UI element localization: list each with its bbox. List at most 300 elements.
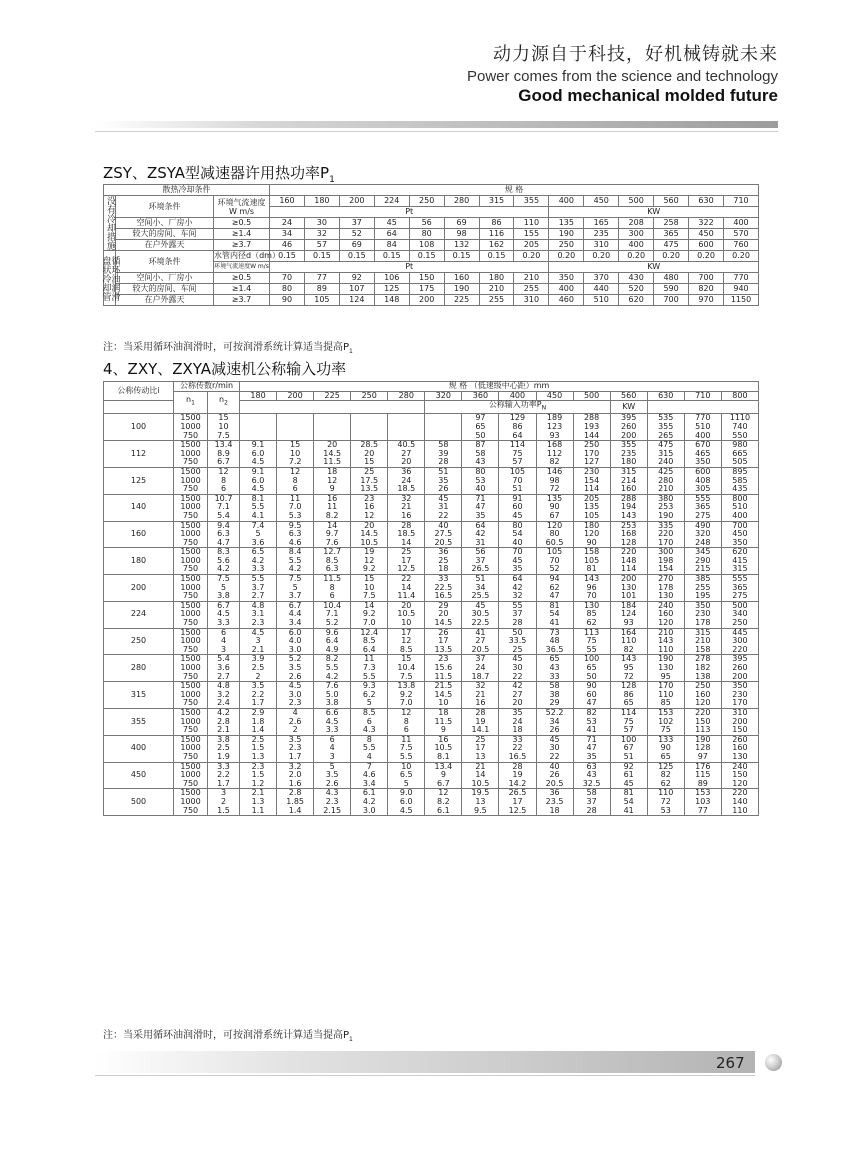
value-cell: 520: [619, 284, 654, 295]
value-cell: 350: [549, 273, 584, 284]
value-cell: 315: [647, 450, 684, 459]
value-cell: 132: [444, 240, 479, 251]
value-cell: 235: [584, 229, 619, 240]
input-power-table: [103, 381, 759, 816]
value-cell: 8: [314, 584, 351, 593]
ratio-cell: 500: [104, 789, 174, 816]
value-cell: 36: [536, 789, 573, 798]
value-cell: 125: [647, 762, 684, 771]
header-row-1: [104, 382, 759, 392]
value-cell: 8.5: [351, 637, 388, 646]
n2-cell: 10.7: [208, 494, 240, 503]
value-cell: 20: [314, 441, 351, 450]
value-cell: 77: [304, 273, 339, 284]
value-cell: 9.2: [351, 610, 388, 619]
value-cell: 3.2: [277, 762, 314, 771]
value-cell: 114: [610, 708, 647, 717]
n1-cell: 1000: [174, 691, 208, 700]
value-cell: 13.5: [425, 646, 462, 655]
value-cell: 193: [573, 423, 610, 432]
value-cell: 29: [536, 699, 573, 708]
value-cell: 26: [425, 485, 462, 494]
n2-cell: 5.4: [208, 512, 240, 521]
value-cell: 3.9: [240, 655, 277, 664]
value-cell: 16: [351, 503, 388, 512]
value-cell: 110: [514, 218, 549, 229]
size-cell: 355: [514, 196, 549, 207]
value-cell: 25: [351, 467, 388, 476]
section2-note: 注：当采用循环油润滑时，可按润滑系统计算适当提高$P_1$: [103, 1030, 353, 1043]
n2-cell: 3.8: [208, 735, 240, 744]
value-cell: 205: [573, 494, 610, 503]
value-cell: 200: [721, 673, 758, 682]
value-cell: 590: [654, 284, 689, 295]
value-cell: 95: [610, 664, 647, 673]
value-cell: 89: [304, 284, 339, 295]
value-cell: 61: [610, 771, 647, 780]
size-cell: 320: [425, 391, 462, 401]
value-cell: 176: [684, 762, 721, 771]
value-cell: 4.0: [277, 637, 314, 646]
value-cell: 240: [721, 762, 758, 771]
value-cell: 5: [351, 699, 388, 708]
value-cell: 23: [425, 655, 462, 664]
value-cell: 400: [684, 432, 721, 441]
value-cell: 10.5: [388, 610, 425, 619]
value-cell: 86: [499, 423, 536, 432]
value-cell: 2.1: [240, 789, 277, 798]
size-cell: 280: [388, 391, 425, 401]
value-cell: 32: [462, 682, 499, 691]
value-cell: 12.7: [314, 548, 351, 557]
value-cell: 230: [721, 691, 758, 700]
value-cell: 210: [514, 273, 549, 284]
value-cell: 45: [499, 655, 536, 664]
value-cell: 278: [684, 655, 721, 664]
value-cell: 42: [462, 530, 499, 539]
n2-cell: 10: [208, 423, 240, 432]
value-cell: 6.3: [277, 530, 314, 539]
value-cell: 170: [721, 699, 758, 708]
value-cell: 6.7: [425, 780, 462, 789]
value-cell: 120: [536, 521, 573, 530]
value-cell: 12.5: [499, 807, 536, 816]
value-cell: 15.6: [425, 664, 462, 673]
value-cell: 19: [351, 548, 388, 557]
value-cell: 6.6: [314, 708, 351, 717]
value-cell: 16.5: [425, 592, 462, 601]
value-cell: 3.7: [240, 584, 277, 593]
value-cell: 15: [351, 575, 388, 584]
n1-cell: 1500: [174, 682, 208, 691]
value-cell: 430: [619, 273, 654, 284]
power-label: [425, 401, 610, 414]
value-cell: 70: [499, 477, 536, 486]
pt-label: Pt: [270, 262, 549, 273]
value-cell: 12.4: [351, 628, 388, 637]
no-cool-header-row: [104, 196, 759, 207]
value-cell: [388, 423, 425, 432]
value-cell: 280: [647, 477, 684, 486]
value-cell: 56: [409, 218, 444, 229]
value-cell: 265: [647, 432, 684, 441]
value-cell: 48: [536, 637, 573, 646]
value-cell: 3.8: [314, 699, 351, 708]
value-cell: 14.5: [425, 619, 462, 628]
speed-label: 公称传数r/min: [174, 382, 240, 392]
value-cell: 20: [351, 521, 388, 530]
value-cell: 600: [684, 467, 721, 476]
n1-cell: 750: [174, 592, 208, 601]
data-row: [104, 619, 759, 628]
value-cell: 700: [721, 521, 758, 530]
value-cell: 4.1: [240, 512, 277, 521]
n2-cell: 6: [208, 485, 240, 494]
value-cell: 70: [270, 273, 305, 284]
value-cell: 128: [610, 539, 647, 548]
pipe-value: 0.20: [689, 251, 724, 262]
value-cell: 365: [654, 229, 689, 240]
value-cell: 4: [351, 753, 388, 762]
size-cell: 250: [409, 196, 444, 207]
value-cell: 10.4: [314, 601, 351, 610]
value-cell: 14.5: [351, 530, 388, 539]
value-cell: 16.5: [499, 753, 536, 762]
value-cell: 1.3: [240, 753, 277, 762]
value-cell: 40: [425, 521, 462, 530]
value-cell: 100: [610, 735, 647, 744]
pipe-value: 0.15: [374, 251, 409, 262]
value-cell: 255: [684, 584, 721, 593]
value-cell: 260: [610, 423, 647, 432]
decorative-ball-icon: [765, 1054, 782, 1071]
value-cell: 345: [684, 548, 721, 557]
value-cell: 90: [573, 539, 610, 548]
n1-cell: 1500: [174, 655, 208, 664]
value-cell: 190: [549, 229, 584, 240]
value-cell: 52.2: [536, 708, 573, 717]
size-cell: 360: [462, 391, 499, 401]
value-cell: 36: [388, 467, 425, 476]
value-cell: 81: [536, 601, 573, 610]
value-cell: 6.0: [240, 477, 277, 486]
value-cell: 36: [425, 548, 462, 557]
value-cell: 30: [304, 218, 339, 229]
value-cell: 45: [536, 735, 573, 744]
n1-cell: 1500: [174, 762, 208, 771]
value-cell: 11: [277, 494, 314, 503]
value-cell: 115: [684, 771, 721, 780]
value-cell: 40: [499, 539, 536, 548]
value-cell: [314, 414, 351, 423]
value-cell: 9.3: [351, 682, 388, 691]
value-cell: 90: [573, 682, 610, 691]
value-cell: 150: [721, 726, 758, 735]
value-cell: 300: [721, 637, 758, 646]
thermal-power-table: [100, 184, 759, 306]
value-cell: 25.5: [462, 592, 499, 601]
value-cell: 58: [573, 789, 610, 798]
value-cell: 2.2: [240, 691, 277, 700]
size-cell: 200: [277, 391, 314, 401]
value-cell: 62: [647, 780, 684, 789]
value-cell: 80: [462, 467, 499, 476]
value-cell: 45: [499, 557, 536, 566]
value-cell: 112: [536, 450, 573, 459]
data-row: [104, 512, 759, 521]
size-cell: 180: [240, 391, 277, 401]
value-cell: 110: [647, 789, 684, 798]
value-cell: 27.5: [425, 530, 462, 539]
n1-cell: 1000: [174, 423, 208, 432]
ratio-cell: 112: [104, 441, 174, 468]
value-cell: 35: [499, 708, 536, 717]
value-cell: 310: [584, 240, 619, 251]
value-cell: 107: [339, 284, 374, 295]
value-cell: 158: [684, 646, 721, 655]
value-cell: 55: [573, 646, 610, 655]
value-cell: 150: [409, 273, 444, 284]
value-cell: 365: [684, 503, 721, 512]
n2-cell: 6.3: [208, 530, 240, 539]
value-cell: 124: [610, 610, 647, 619]
value-cell: 194: [610, 503, 647, 512]
value-cell: 220: [684, 708, 721, 717]
value-cell: 21: [388, 503, 425, 512]
value-cell: 6.0: [388, 798, 425, 807]
value-cell: 85: [647, 699, 684, 708]
value-cell: 190: [647, 512, 684, 521]
value-cell: 255: [479, 295, 514, 306]
value-cell: 105: [573, 512, 610, 521]
value-cell: 270: [647, 575, 684, 584]
value-cell: 53: [573, 718, 610, 727]
value-cell: 120: [647, 619, 684, 628]
coil-label: 盘状冷却管: [100, 255, 111, 301]
value-cell: 20: [351, 450, 388, 459]
value-cell: [277, 423, 314, 432]
value-cell: 20.5: [425, 539, 462, 548]
n2-cell: 12: [208, 467, 240, 476]
power-sub: N: [541, 404, 547, 412]
n1-cell: 750: [174, 432, 208, 441]
value-cell: 120: [721, 780, 758, 789]
value-cell: 65: [462, 423, 499, 432]
value-cell: 16: [314, 494, 351, 503]
value-cell: 1.3: [240, 798, 277, 807]
value-cell: 315: [721, 565, 758, 574]
value-cell: 9.5: [277, 521, 314, 530]
air-speed: ≥0.5: [214, 273, 270, 284]
value-cell: 140: [721, 798, 758, 807]
value-cell: 740: [721, 423, 758, 432]
pipe-value: 0.15: [270, 251, 305, 262]
value-cell: 4.5: [240, 628, 277, 637]
env-condition-label: 环境条件: [116, 251, 214, 273]
pipe-row: [104, 251, 759, 262]
value-cell: 14: [388, 539, 425, 548]
pipe-value: 0.20: [724, 251, 759, 262]
value-cell: 86: [610, 691, 647, 700]
value-cell: 21: [462, 691, 499, 700]
value-cell: 400: [549, 284, 584, 295]
value-cell: 6: [314, 735, 351, 744]
value-cell: 130: [610, 584, 647, 593]
value-cell: 11.5: [314, 458, 351, 467]
value-cell: 64: [374, 229, 409, 240]
value-cell: 6.1: [351, 789, 388, 798]
value-cell: 300: [619, 229, 654, 240]
value-cell: 190: [444, 284, 479, 295]
value-cell: 475: [654, 240, 689, 251]
value-cell: 210: [479, 284, 514, 295]
value-cell: 240: [647, 458, 684, 467]
n1-cell: 750: [174, 780, 208, 789]
value-cell: 45: [610, 780, 647, 789]
value-cell: 102: [647, 718, 684, 727]
value-cell: 250: [721, 619, 758, 628]
value-cell: 164: [610, 628, 647, 637]
value-cell: 52: [339, 229, 374, 240]
value-cell: 43: [462, 458, 499, 467]
value-cell: 162: [479, 240, 514, 251]
n1-cell: 1000: [174, 718, 208, 727]
value-cell: 120: [573, 530, 610, 539]
n1-cell: 1500: [174, 628, 208, 637]
value-cell: 135: [549, 218, 584, 229]
value-cell: 47: [573, 699, 610, 708]
value-cell: 2.3: [277, 699, 314, 708]
n2-cell: 6.7: [208, 458, 240, 467]
value-cell: 8.5: [388, 646, 425, 655]
value-cell: 51: [610, 753, 647, 762]
value-cell: 13.5: [351, 485, 388, 494]
value-cell: 71: [462, 494, 499, 503]
value-cell: 2.3: [314, 798, 351, 807]
value-cell: 148: [610, 557, 647, 566]
size-cell: 224: [374, 196, 409, 207]
value-cell: 550: [721, 432, 758, 441]
value-cell: 7.5: [388, 744, 425, 753]
value-cell: 105: [499, 467, 536, 476]
value-cell: 28: [573, 807, 610, 816]
value-cell: 12: [351, 557, 388, 566]
n2-cell: 4.7: [208, 539, 240, 548]
value-cell: 130: [647, 592, 684, 601]
value-cell: 35: [499, 565, 536, 574]
value-cell: 80: [499, 521, 536, 530]
value-cell: 5: [277, 584, 314, 593]
n2-cell: 8.3: [208, 548, 240, 557]
ratio-cell: 180: [104, 548, 174, 575]
value-cell: 65: [536, 655, 573, 664]
pipe-value: 0.20: [654, 251, 689, 262]
value-cell: 6.4: [314, 637, 351, 646]
value-cell: 160: [684, 691, 721, 700]
value-cell: 25: [462, 735, 499, 744]
value-cell: 75: [647, 726, 684, 735]
value-cell: 14: [314, 521, 351, 530]
value-cell: 20.5: [462, 646, 499, 655]
ratio-cell: 100: [104, 414, 174, 441]
value-cell: 1150: [724, 295, 759, 306]
value-cell: 2.3: [240, 762, 277, 771]
value-cell: 80: [536, 530, 573, 539]
value-cell: 210: [647, 628, 684, 637]
size-cell: 450: [584, 196, 619, 207]
value-cell: 10.5: [351, 539, 388, 548]
value-cell: 5.2: [277, 655, 314, 664]
value-cell: 9: [425, 771, 462, 780]
size-cell: 400: [499, 391, 536, 401]
ratio-label: 公称传动比i: [104, 382, 174, 401]
value-cell: 53: [462, 477, 499, 486]
value-cell: 150: [721, 771, 758, 780]
cool-data-row: [104, 273, 759, 284]
value-cell: 170: [573, 450, 610, 459]
value-cell: 26: [536, 771, 573, 780]
value-cell: 4.5: [388, 807, 425, 816]
value-cell: 20: [388, 601, 425, 610]
kw-label: KW: [549, 207, 759, 218]
value-cell: 41: [536, 619, 573, 628]
value-cell: 98: [444, 229, 479, 240]
n1-cell: 750: [174, 753, 208, 762]
value-cell: 143: [610, 655, 647, 664]
page-header: [467, 40, 778, 106]
value-cell: 81: [573, 565, 610, 574]
value-cell: 143: [573, 575, 610, 584]
value-cell: 28.5: [351, 441, 388, 450]
value-cell: 80: [270, 284, 305, 295]
ratio-cell: 450: [104, 762, 174, 789]
env-condition: 空间小、厂房小: [116, 218, 214, 229]
value-cell: 1.1: [240, 807, 277, 816]
value-cell: 320: [684, 530, 721, 539]
size-cell: 710: [724, 196, 759, 207]
value-cell: 110: [647, 646, 684, 655]
value-cell: 143: [610, 512, 647, 521]
value-cell: 10.4: [388, 664, 425, 673]
value-cell: 8.5: [314, 557, 351, 566]
value-cell: 395: [721, 655, 758, 664]
value-cell: 10.5: [425, 744, 462, 753]
value-cell: 180: [479, 273, 514, 284]
value-cell: 315: [684, 628, 721, 637]
value-cell: 114: [499, 441, 536, 450]
value-cell: 475: [647, 441, 684, 450]
value-cell: 555: [721, 575, 758, 584]
n1-cell: 1500: [174, 521, 208, 530]
value-cell: 255: [514, 284, 549, 295]
value-cell: 4.5: [240, 485, 277, 494]
value-cell: 7.4: [240, 521, 277, 530]
value-cell: 1.6: [277, 780, 314, 789]
value-cell: 200: [610, 432, 647, 441]
value-cell: 11: [351, 655, 388, 664]
value-cell: 1.5: [240, 771, 277, 780]
value-cell: 101: [610, 592, 647, 601]
value-cell: 4: [314, 744, 351, 753]
n1-cell: 1000: [174, 637, 208, 646]
size-cell: 710: [684, 391, 721, 401]
value-cell: 21: [462, 762, 499, 771]
n1-cell: 750: [174, 485, 208, 494]
value-cell: 9.2: [351, 565, 388, 574]
value-cell: 770: [684, 414, 721, 423]
n1-cell: 1500: [174, 414, 208, 423]
value-cell: 290: [684, 557, 721, 566]
